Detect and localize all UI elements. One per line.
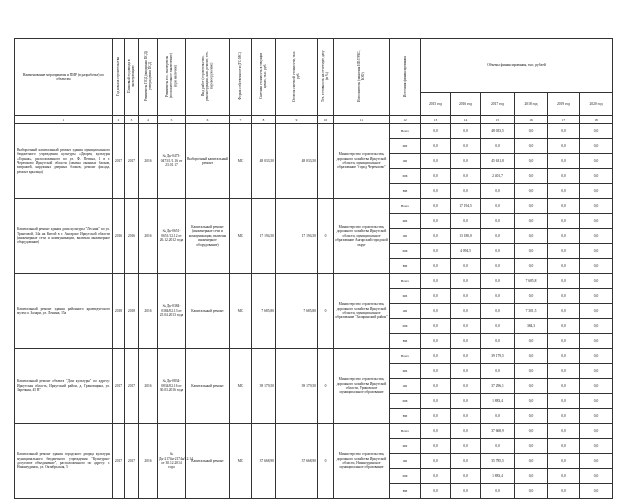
column-number: 14 (451, 116, 481, 124)
column-number: 2 (113, 116, 125, 124)
funding-value: 0,0 (515, 154, 548, 169)
year-start: 2017 (113, 424, 125, 499)
row-name: Капитальный ремонт здания районного краеведческого музея п. Залари, ул. Ленина, 15а (15, 274, 113, 349)
funding-value: 0,0 (481, 484, 515, 499)
funding-value: 384,3 (515, 319, 548, 334)
funding-value: 0,0 (548, 244, 580, 259)
column-number: 11 (334, 116, 390, 124)
funding-value: 0,0 (421, 424, 451, 439)
funding-value: 0,0 (580, 139, 613, 154)
funding-value: 0,0 (580, 379, 613, 394)
remaining-cost: 39 179,50 (276, 349, 318, 424)
readiness: 0 (318, 274, 334, 349)
pir-year: 2016 (139, 349, 158, 424)
header-expertise: Реквизиты гос. экспертизы (положительное заключение) (при наличии) (158, 39, 186, 116)
year-header: 2016 год (451, 93, 481, 116)
funding-value: 0,0 (421, 214, 451, 229)
funding-value: 0,0 (580, 289, 613, 304)
table-row (15, 424, 613, 439)
column-number: 1 (15, 116, 113, 124)
funding-value: 0,0 (481, 139, 515, 154)
funding-value: 0,0 (481, 319, 515, 334)
funding-source: ФБ (390, 139, 421, 154)
funding-value: 0,0 (548, 169, 580, 184)
ownership: МС (230, 199, 252, 274)
column-number: 8 (252, 116, 276, 124)
year-operation: 2017 (125, 424, 139, 499)
estimate-cost: 7 685,80 (252, 274, 276, 349)
funding-value: 0,0 (451, 169, 481, 184)
remaining-cost: 7 685,80 (276, 274, 318, 349)
pir-year: 2016 (139, 424, 158, 499)
funding-value: 0,0 (481, 244, 515, 259)
funding-value: 0,0 (421, 124, 451, 139)
funding-value: 0,0 (421, 244, 451, 259)
row-name: Капитальный ремонт объекта "Дом культуры" по адресу: Иркутская область, Иркутский район, д. Грановщина, ул. Заречная, 45 В" (15, 349, 113, 424)
funding-value: 4 094,5 (451, 244, 481, 259)
funding-value: 0,0 (515, 469, 548, 484)
funding-value: 7 685,8 (515, 274, 548, 289)
funding-value: 0,0 (580, 424, 613, 439)
funding-value: 0,0 (451, 349, 481, 364)
column-number: 15 (481, 116, 515, 124)
year-start: 2016 (113, 199, 125, 274)
funding-value: 0,0 (421, 229, 451, 244)
funding-source: ФБ (390, 439, 421, 454)
funding-source: ОБ (390, 154, 421, 169)
customer: Министерство строительства, дорожного хозяйства Иркутской области, Нижнеудинское муниципальное образование (334, 424, 390, 499)
header-work-type: Вид работ (строительство, реконструкция, кап. ремонт, тех. перевооружение) (186, 39, 230, 116)
funding-value: 0,0 (451, 259, 481, 274)
header-source: Источник финансирования (390, 39, 421, 116)
funding-value: 0,0 (451, 409, 481, 424)
funding-source: Всего (390, 349, 421, 364)
table-row (15, 349, 613, 364)
funding-value: 0,0 (481, 199, 515, 214)
funding-value: 0,0 (515, 379, 548, 394)
row-name: Выборочный капитальный ремонт здания муниципального бюджетного учреждения культуры «Дворец культуры «Горняк», расположенного по ул. Ф. Петина, 1 в г. Черемхово Иркутской области (замена оконных блоков, витражей, наружных дверных блоков, ремонт фасада, ремонт крыльца) (15, 124, 113, 199)
funding-value: 0,0 (451, 214, 481, 229)
funding-value: 0,0 (451, 469, 481, 484)
funding-value: 0,0 (481, 184, 515, 199)
estimate-cost: 37 668,90 (252, 424, 276, 499)
funding-value: 0,0 (548, 334, 580, 349)
funding-value: 0,0 (421, 349, 451, 364)
funding-value: 0,0 (451, 364, 481, 379)
funding-value: 0,0 (548, 319, 580, 334)
funding-value: 0,0 (548, 139, 580, 154)
header-ownership: Форма собственности (ГС/МС) (230, 39, 252, 116)
column-number: 17 (548, 116, 580, 124)
funding-value: 0,0 (580, 184, 613, 199)
funding-source: ФБ (390, 289, 421, 304)
funding-value: 0,0 (481, 334, 515, 349)
funding-value: 0,0 (451, 439, 481, 454)
column-number: 3 (125, 116, 139, 124)
work-type: Капитальный ремонт (инженерные сети и коммуникации, включая инженерное оборудование) (186, 199, 230, 274)
funding-value: 0,0 (421, 439, 451, 454)
year-operation: 2017 (125, 349, 139, 424)
funding-value: 0,0 (548, 274, 580, 289)
funding-value: 0,0 (421, 319, 451, 334)
funding-source: ВИ (390, 259, 421, 274)
funding-value: 35 785,5 (481, 454, 515, 469)
funding-value: 0,0 (580, 484, 613, 499)
funding-value: 0,0 (580, 304, 613, 319)
funding-value: 0,0 (580, 199, 613, 214)
work-type: Капитальный ремонт (186, 349, 230, 424)
funding-value: 0,0 (421, 274, 451, 289)
work-type: Выборочный капитальный ремонт (186, 124, 230, 199)
funding-value: 1 883,4 (481, 394, 515, 409)
funding-source: МБ (390, 319, 421, 334)
funding-value: 0,0 (421, 469, 451, 484)
funding-value: 0,0 (580, 409, 613, 424)
funding-value: 0,0 (580, 244, 613, 259)
funding-value: 39 179,5 (481, 349, 515, 364)
funding-value: 0,0 (451, 139, 481, 154)
financing-table-sheet (14, 38, 612, 499)
funding-value: 0,0 (481, 259, 515, 274)
funding-source: МБ (390, 244, 421, 259)
funding-value: 0,0 (421, 199, 451, 214)
funding-value: 0,0 (580, 454, 613, 469)
funding-value: 1 883,4 (481, 469, 515, 484)
funding-value: 0,0 (481, 214, 515, 229)
funding-source: ОБ (390, 454, 421, 469)
column-number: 10 (318, 116, 334, 124)
funding-value: 0,0 (548, 349, 580, 364)
funding-value: 2 401,7 (481, 169, 515, 184)
funding-value: 0,0 (580, 214, 613, 229)
funding-value: 0,0 (421, 394, 451, 409)
funding-value: 0,0 (451, 319, 481, 334)
funding-value: 0,0 (548, 409, 580, 424)
column-number: 13 (421, 116, 451, 124)
header-financing: Объемы финансирования, тыс. рублей (421, 39, 613, 93)
funding-source: ОБ (390, 379, 421, 394)
funding-value: 0,0 (515, 244, 548, 259)
column-number: 16 (515, 116, 548, 124)
column-number: 9 (276, 116, 318, 124)
header-name: Наименование мероприятия и ПИР (в разработке) по объектам (15, 39, 113, 116)
year-header: 2018 год (515, 93, 548, 116)
funding-value: 0,0 (548, 364, 580, 379)
readiness: 0 (318, 199, 334, 274)
readiness: 0 (318, 349, 334, 424)
column-number: 7 (230, 116, 252, 124)
work-type: Капитальный ремонт (186, 424, 230, 499)
financing-table (14, 38, 613, 499)
funding-value: 0,0 (451, 379, 481, 394)
pir-year: 2016 (139, 199, 158, 274)
funding-value: 0,0 (515, 394, 548, 409)
funding-value: 0,0 (421, 334, 451, 349)
funding-value: 0,0 (548, 394, 580, 409)
funding-value: 0,0 (481, 364, 515, 379)
funding-source: ВИ (390, 184, 421, 199)
estimate-cost: 48 033,50 (252, 124, 276, 199)
funding-value: 0,0 (421, 184, 451, 199)
funding-value: 37 296,1 (481, 379, 515, 394)
table-row (15, 124, 613, 139)
funding-value: 0,0 (421, 454, 451, 469)
funding-value: 0,0 (451, 454, 481, 469)
funding-value: 0,0 (515, 424, 548, 439)
funding-value: 0,0 (548, 184, 580, 199)
funding-value: 0,0 (421, 379, 451, 394)
pir-year: 2016 (139, 274, 158, 349)
funding-source: ВИ (390, 409, 421, 424)
work-type: Капитальный ремонт (186, 274, 230, 349)
funding-source: ОБ (390, 229, 421, 244)
funding-value: 0,0 (548, 214, 580, 229)
row-name: Капитальный ремонт здания городского дворца культуры муниципального бюджетного учреждения "Культурно-досуговое объединение", расположенного по адресу: г. Нижнеудинск, ул. Октябрьская, 5 (15, 424, 113, 499)
funding-value: 0,0 (421, 409, 451, 424)
funding-value: 45 631,8 (481, 154, 515, 169)
funding-value: 0,0 (451, 274, 481, 289)
funding-source: ВИ (390, 334, 421, 349)
funding-value: 0,0 (451, 424, 481, 439)
customer: Министерство строительства, дорожного хозяйства Иркутской области, муниципальное образование "Заларинский район" (334, 274, 390, 349)
funding-value: 0,0 (580, 334, 613, 349)
funding-value: 0,0 (515, 409, 548, 424)
row-name: Капитальный ремонт здания дома культуры "Лесник" по ул. Трактовой, 34а на Китой в г. Ангарске Иркутской области (инженерные сети и коммуникации, включая инженерное оборудование) (15, 199, 113, 274)
ownership: МС (230, 124, 252, 199)
column-number: 6 (186, 116, 230, 124)
funding-value: 0,0 (580, 394, 613, 409)
funding-value: 0,0 (451, 334, 481, 349)
funding-source: Всего (390, 124, 421, 139)
funding-value: 0,0 (515, 199, 548, 214)
expertise-details: № Дк-2174н-2174н/12.14 от 30.12.2014 года (158, 424, 186, 499)
header-pir-year: Реквизиты ПСД (вводимая ПСД) утверждения ПСД (139, 39, 158, 116)
column-number-row (15, 116, 613, 124)
funding-value: 0,0 (451, 484, 481, 499)
funding-source: МБ (390, 169, 421, 184)
customer: Министерство строительства, дорожного хозяйства Иркутской области, Уриковское муниципальное образование (334, 349, 390, 424)
funding-value: 13 180,0 (451, 229, 481, 244)
funding-value: 0,0 (548, 424, 580, 439)
funding-value: 0,0 (580, 364, 613, 379)
funding-source: Всего (390, 274, 421, 289)
pir-year: 2016 (139, 124, 158, 199)
header-estimate: Сметная стоимость в текущих ценах, тыс. руб. (252, 39, 276, 116)
funding-value: 0,0 (481, 229, 515, 244)
funding-value: 0,0 (548, 484, 580, 499)
funding-value: 0,0 (515, 334, 548, 349)
column-number: 18 (580, 116, 613, 124)
table-row (15, 199, 613, 214)
column-number: 4 (139, 116, 158, 124)
year-start: 2017 (113, 124, 125, 199)
funding-value: 0,0 (580, 259, 613, 274)
remaining-cost: 17 194,50 (276, 199, 318, 274)
funding-value: 17 194,5 (451, 199, 481, 214)
funding-value: 0,0 (421, 154, 451, 169)
customer: Министерство строительства, дорожного хозяйства Иркутской области, муниципальное образование Ангарский городской округ (334, 199, 390, 274)
estimate-cost: 39 179,50 (252, 349, 276, 424)
funding-value: 0,0 (515, 259, 548, 274)
year-header: 2015 год (421, 93, 451, 116)
ownership: МС (230, 424, 252, 499)
funding-value: 0,0 (421, 484, 451, 499)
funding-source: ВИ (390, 484, 421, 499)
ownership: МС (230, 349, 252, 424)
year-header: 2019 год (548, 93, 580, 116)
funding-value: 0,0 (421, 169, 451, 184)
funding-value: 0,0 (548, 259, 580, 274)
funding-value: 0,0 (548, 199, 580, 214)
funding-value: 0,0 (580, 274, 613, 289)
funding-source: ОБ (390, 304, 421, 319)
funding-value: 0,0 (451, 304, 481, 319)
expertise-details: № Дк-0834-0834/02.16 от 30.03.2016 года (158, 349, 186, 424)
funding-value: 0,0 (421, 139, 451, 154)
funding-value: 0,0 (580, 439, 613, 454)
funding-value: 0,0 (515, 289, 548, 304)
estimate-cost: 17 194,50 (252, 199, 276, 274)
funding-value: 0,0 (515, 229, 548, 244)
funding-value: 7 301,5 (515, 304, 548, 319)
funding-value: 0,0 (548, 454, 580, 469)
funding-value: 0,0 (548, 469, 580, 484)
remaining-cost: 37 668,90 (276, 424, 318, 499)
funding-value: 0,0 (515, 484, 548, 499)
expertise-details: № Дк-0473-0473/1/1.16 от 23.01.17 (158, 124, 186, 199)
funding-value: 0,0 (481, 289, 515, 304)
column-number: 12 (390, 116, 421, 124)
expertise-details: № Дк-0651-0651/12.12 от 26.12.2012 года (158, 199, 186, 274)
remaining-cost: 48 033,50 (276, 124, 318, 199)
year-operation: 2016 (125, 199, 139, 274)
header-customer: Исполнитель (заказчик ИП/ГРБС, ЮО) (334, 39, 390, 116)
funding-value: 0,0 (548, 304, 580, 319)
funding-value: 0,0 (481, 409, 515, 424)
funding-source: Всего (390, 424, 421, 439)
funding-source: МБ (390, 394, 421, 409)
header-year-start: Год начала строительства (113, 39, 125, 116)
funding-value: 0,0 (548, 289, 580, 304)
funding-value: 0,0 (481, 274, 515, 289)
funding-value: 0,0 (548, 124, 580, 139)
funding-value: 0,0 (515, 184, 548, 199)
table-row (15, 274, 613, 289)
header-readiness: Тех. готовность на отчетную дату (в %) (318, 39, 334, 116)
funding-value: 0,0 (515, 454, 548, 469)
funding-value: 48 033,5 (481, 124, 515, 139)
funding-value: 0,0 (481, 439, 515, 454)
funding-value: 0,0 (580, 124, 613, 139)
funding-source: ФБ (390, 214, 421, 229)
funding-value: 37 668,9 (481, 424, 515, 439)
funding-source: ФБ (390, 364, 421, 379)
funding-value: 0,0 (548, 154, 580, 169)
header-remaining: Остаток сметной стоимости, тыс. руб. (276, 39, 318, 116)
funding-value: 0,0 (515, 139, 548, 154)
funding-value: 0,0 (421, 304, 451, 319)
funding-value: 0,0 (580, 169, 613, 184)
funding-value: 0,0 (421, 289, 451, 304)
funding-value: 0,0 (451, 154, 481, 169)
funding-value: 0,0 (580, 349, 613, 364)
column-number: 5 (158, 116, 186, 124)
year-start: 2017 (113, 349, 125, 424)
funding-value: 0,0 (451, 184, 481, 199)
funding-value: 0,0 (515, 439, 548, 454)
funding-value: 0,0 (515, 169, 548, 184)
year-operation: 2018 (125, 274, 139, 349)
funding-value: 0,0 (515, 124, 548, 139)
funding-source: МБ (390, 469, 421, 484)
funding-value: 0,0 (481, 304, 515, 319)
year-header: 2017 год (481, 93, 515, 116)
ownership: МС (230, 274, 252, 349)
funding-value: 0,0 (580, 469, 613, 484)
funding-value: 0,0 (548, 379, 580, 394)
customer: Министерство строительства, дорожного хозяйства Иркутской области, муниципальное образование "город Черемхово" (334, 124, 390, 199)
funding-value: 0,0 (515, 214, 548, 229)
funding-value: 0,0 (421, 259, 451, 274)
readiness (318, 124, 334, 199)
year-header: 2020 год (580, 93, 613, 116)
funding-value: 0,0 (548, 439, 580, 454)
header-year-operation: Плановый год ввода в эксплуатацию (125, 39, 139, 116)
year-operation: 2017 (125, 124, 139, 199)
funding-value: 0,0 (580, 229, 613, 244)
funding-source: Всего (390, 199, 421, 214)
readiness: 0 (318, 424, 334, 499)
year-start: 2018 (113, 274, 125, 349)
funding-value: 0,0 (580, 319, 613, 334)
funding-value: 0,0 (421, 364, 451, 379)
funding-value: 0,0 (451, 394, 481, 409)
funding-value: 0,0 (515, 349, 548, 364)
expertise-details: № Дк-0384-0384/02.13 от 25.04.2013 года (158, 274, 186, 349)
funding-value: 0,0 (580, 154, 613, 169)
funding-value: 0,0 (548, 229, 580, 244)
funding-value: 0,0 (451, 124, 481, 139)
funding-value: 0,0 (515, 364, 548, 379)
funding-value: 0,0 (451, 289, 481, 304)
